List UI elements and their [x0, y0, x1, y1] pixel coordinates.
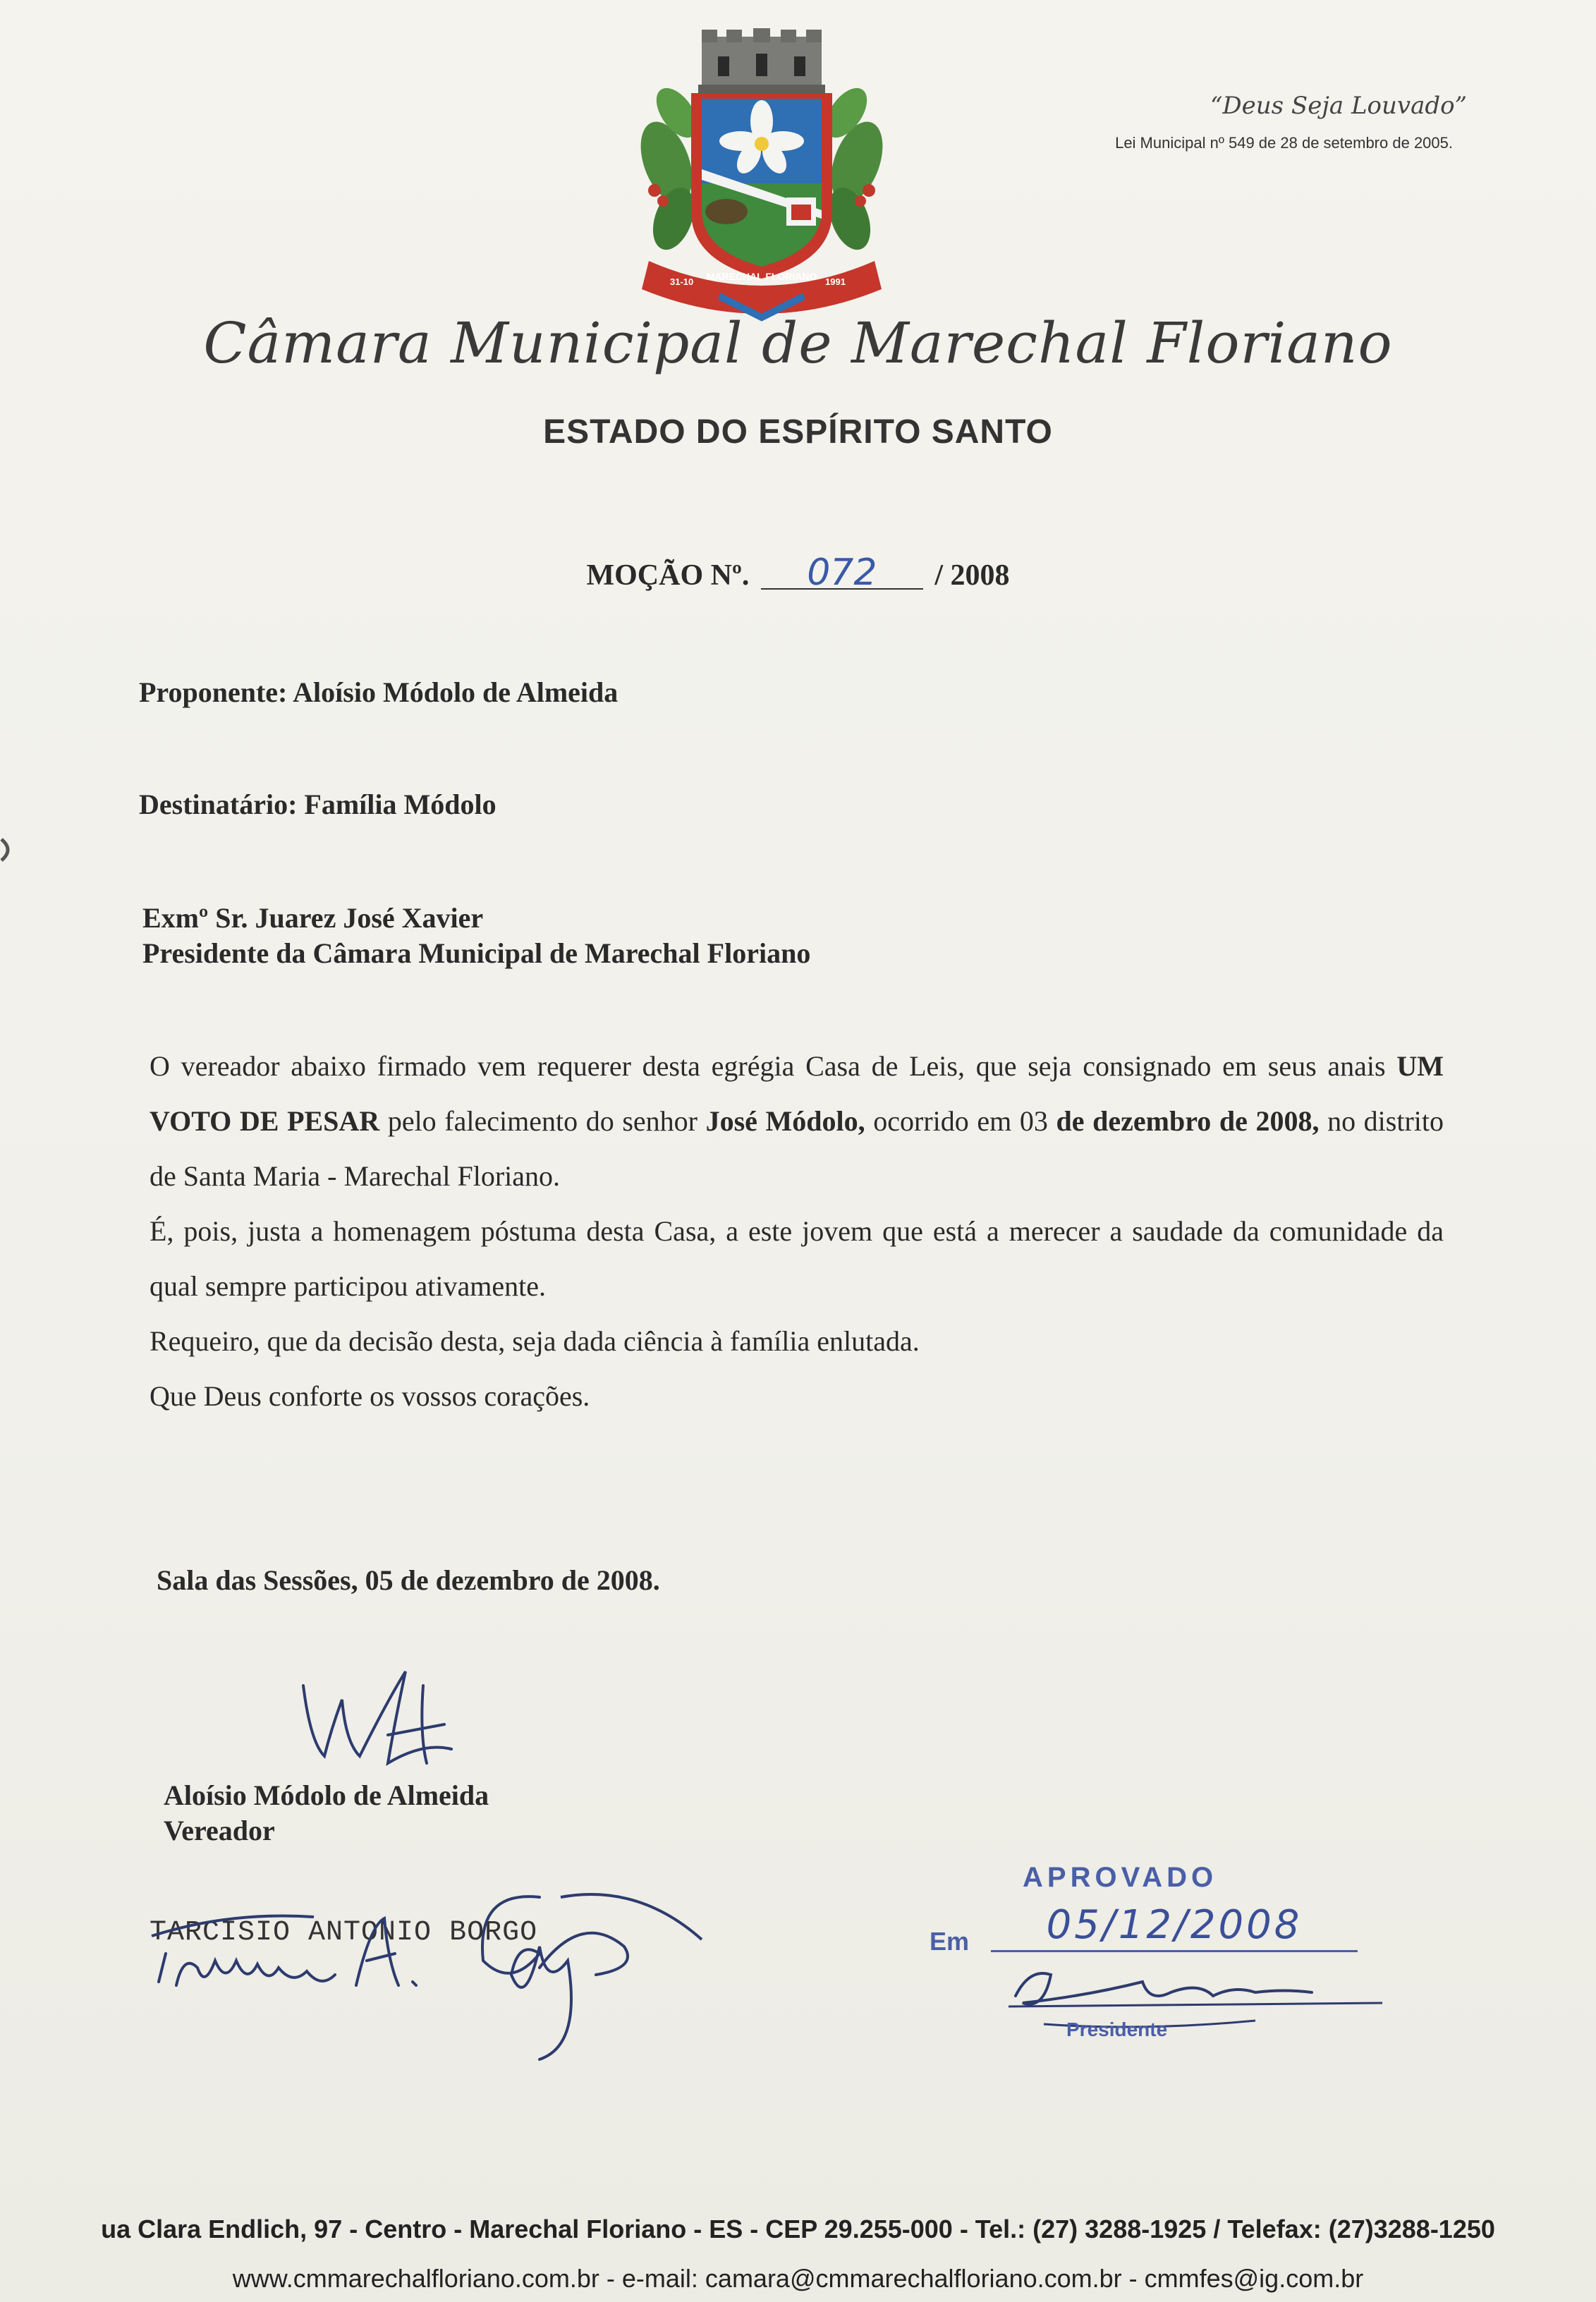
approval-stamp-title: APROVADO: [1023, 1862, 1218, 1893]
body-paragraph-tribute: É, pois, justa a homenagem póstuma desta Casa, a este jovem que está a merecer a saudade da comunidade da qual sempre participou ativamente.: [150, 1215, 1444, 1302]
motion-suffix: / 2008: [934, 559, 1010, 592]
motion-number-line: [0, 552, 1596, 594]
approval-stamp-em: Em: [930, 1927, 970, 1956]
state-name: ESTADO DO ESPÍRITO SANTO: [543, 413, 1053, 451]
footer-contacts: www.cmmarechalfloriano.com.br - e-mail: camara@cmmarechalfloriano.com.br - cmmfes@ig.com.br: [232, 2264, 1364, 2293]
motion-body: [150, 1039, 1444, 1424]
handwritten-signature-vereador: [282, 1657, 508, 1777]
law-reference: Lei Municipal nº 549 de 28 de setembro de 2005.: [1115, 134, 1453, 152]
handwritten-signature-second: [145, 1869, 723, 2066]
body-emphasis: de dezembro de 2008,: [1056, 1105, 1320, 1137]
motion-prefix: MOÇÃO Nº.: [586, 559, 750, 592]
body-emphasis: UM VOTO DE PESAR: [150, 1050, 1444, 1137]
approval-stamp-role: Presidente: [1066, 2018, 1168, 2040]
addressee-name: Exmº Sr. Juarez José Xavier: [142, 902, 484, 934]
addressee-title: Presidente da Câmara Municipal de Marechal Floriano: [142, 937, 811, 969]
approval-stamp-date: 05/12/2008: [991, 1901, 1358, 1952]
signer-name: Aloísio Módolo de Almeida: [164, 1779, 489, 1811]
body-paragraph-request-notice: Requeiro, que da decisão desta, seja dada ciência à família enlutada.: [150, 1325, 920, 1357]
body-emphasis: José Módolo,: [705, 1105, 865, 1137]
crest-left-date: 31-10: [670, 276, 694, 287]
page-punch-mark: [0, 832, 21, 867]
signer-role: Vereador: [164, 1815, 275, 1846]
body-text: O vereador abaixo firmado vem requerer desta egrégia Casa de Leis, que seja consignado em seus anais: [150, 1050, 1397, 1082]
second-signer-typed-name: TARCISIO ANTONIO BORGO: [150, 1917, 538, 1949]
body-text: pelo falecimento do senhor: [379, 1105, 706, 1137]
body-paragraph-closing: Que Deus conforte os vossos corações.: [150, 1380, 590, 1412]
footer-address: ua Clara Endlich, 97 - Centro - Marechal Floriano - ES - CEP 29.255-000 - Tel.: (27) 3288-1925 / Telefax: (27)3288-1250: [101, 2215, 1495, 2243]
proponent: Proponente: Aloísio Módolo de Almeida: [139, 676, 619, 708]
body-text: ocorrido em 03: [865, 1105, 1056, 1137]
motto: “Deus Seja Louvado”: [1210, 92, 1467, 120]
motion-number: 072: [761, 557, 923, 590]
crest-ribbon-text: MARECHAL FLORIANO: [706, 271, 817, 282]
recipient: Destinatário: Família Módolo: [139, 788, 497, 820]
session-date: Sala das Sessões, 05 de dezembro de 2008.: [157, 1564, 660, 1596]
body-paragraph-request: [150, 1039, 1444, 1204]
president-signature: [1001, 1954, 1396, 2031]
body-text: no distrito de Santa Maria - Marechal Floriano.: [150, 1105, 1444, 1192]
council-name: Câmara Municipal de Marechal Floriano: [203, 310, 1393, 376]
crest-right-date: 1991: [825, 276, 846, 287]
